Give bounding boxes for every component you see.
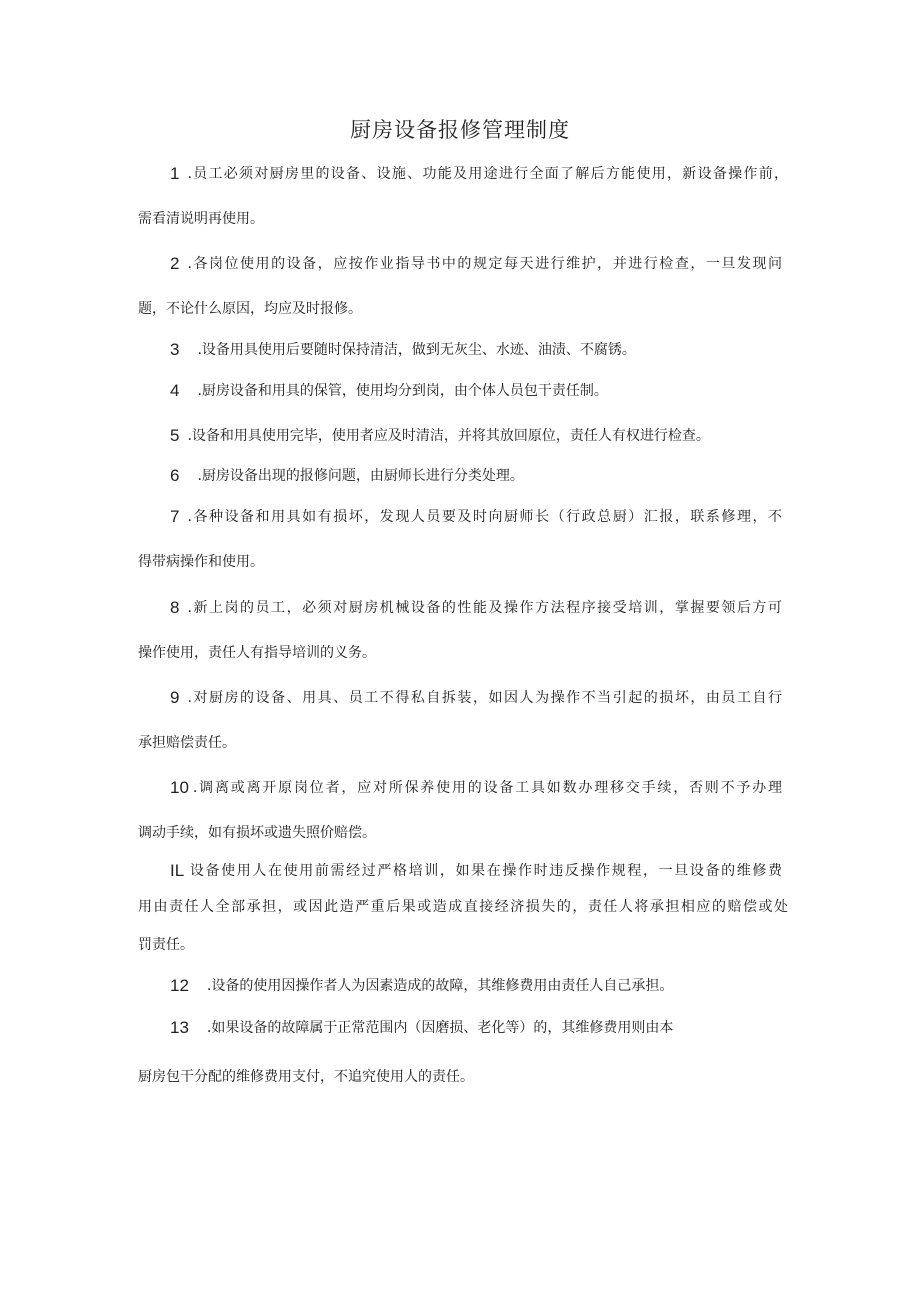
item-number: 5	[170, 426, 180, 445]
item-number: 1	[170, 164, 180, 183]
item-text-continued: 厨房包干分配的维修费用支付，不追究使用人的责任。	[138, 1069, 474, 1085]
item-number: 2	[170, 254, 180, 273]
item-number: 6	[170, 466, 180, 485]
item-text-continued: 需看清说明再使用。	[138, 211, 264, 227]
item-text: .各种设备和用具如有损坏，发现人员要及时向厨师长（行政总厨）汇报，联系修理，不	[187, 509, 782, 525]
list-item	[170, 340, 820, 360]
list-item	[170, 254, 782, 274]
item-text-continued: 调动手续，如有损坏或遗失照价赔偿。	[138, 825, 376, 841]
item-number: 12	[170, 976, 189, 995]
item-text-continued: 题，不论什么原因，均应及时报修。	[138, 301, 362, 317]
item-text-continued: 罚责任。	[138, 937, 194, 953]
list-item	[170, 466, 820, 486]
item-number: 8	[170, 598, 180, 617]
list-item	[170, 598, 782, 618]
item-text: .厨房设备出现的报修问题，由厨师长进行分类处理。	[197, 468, 524, 484]
list-item	[170, 976, 820, 996]
item-number: 3	[170, 340, 180, 359]
list-item	[170, 1018, 820, 1038]
list-item	[170, 861, 782, 881]
item-number: 10	[170, 778, 189, 797]
list-item	[170, 778, 782, 798]
list-item	[170, 164, 788, 184]
item-number: 7	[170, 507, 180, 526]
item-text: .设备用具使用后要随时保持清洁，做到无灰尘、水迹、油渍、不腐锈。	[197, 342, 636, 358]
list-item	[170, 381, 820, 401]
list-item	[170, 507, 782, 527]
item-text: .各岗位使用的设备，应按作业指导书中的规定每天进行维护，并进行检查，一旦发现问	[187, 256, 782, 272]
list-item	[170, 688, 782, 708]
item-text: .员工必须对厨房里的设备、设施、功能及用途进行全面了解后方能使用，新设备操作前，	[187, 166, 788, 182]
item-text-continued: 承担赔偿责任。	[138, 735, 236, 751]
item-text-continued: 用由责任人全部承担，或因此造严重后果或造成直接经济损失的，责任人将承担相应的赔偿或处	[138, 899, 788, 915]
item-number: 4	[170, 381, 180, 400]
item-text: .设备和用具使用完毕，使用者应及时清洁，并将其放回原位，责任人有权进行检查。	[187, 428, 710, 444]
list-item	[170, 426, 820, 446]
item-text: .新上岗的员工，必须对厨房机械设备的性能及操作方法程序接受培训，掌握要领后方可	[187, 600, 782, 616]
item-text: .设备的使用因操作者人为因素造成的故障，其维修费用由责任人自己承担。	[206, 978, 674, 994]
item-text: .对厨房的设备、用具、员工不得私自拆装，如因人为操作不当引起的损坏，由员工自行	[187, 690, 782, 706]
item-number: IL	[170, 861, 185, 880]
item-text-continued: 操作使用，责任人有指导培训的义务。	[138, 645, 376, 661]
item-text: 设备使用人在使用前需经过严格培训，如果在操作时违反操作规程，一旦设备的维修费	[188, 863, 782, 879]
item-text: .调离或离开原岗位者，应对所保养使用的设备工具如数办理移交手续，否则不予办理	[192, 780, 782, 796]
item-text-continued: 得带病操作和使用。	[138, 554, 264, 570]
item-number: 13	[170, 1018, 189, 1037]
item-text: .厨房设备和用具的保管，使用均分到岗，由个体人员包干责任制。	[197, 383, 608, 399]
item-number: 9	[170, 688, 180, 707]
page-title: 厨房设备报修管理制度	[350, 118, 570, 142]
item-text: .如果设备的故障属于正常范围内（因磨损、老化等）的，其维修费用则由本	[206, 1020, 674, 1036]
